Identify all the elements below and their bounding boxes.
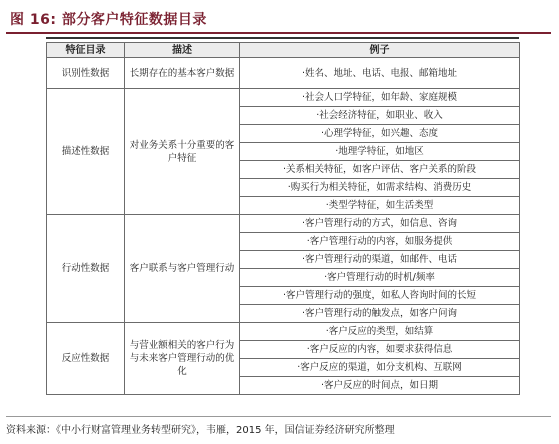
header-examples: 例子 [240,43,520,58]
table-row [47,323,520,341]
table-row [47,58,520,89]
group-description: 对业务关系十分重要的客户特征 [125,89,240,215]
example-cell: ·客户管理行动的方式，如信息、咨询 [240,215,520,233]
example-cell: ·社会人口学特征，如年龄、家庭规模 [240,89,520,107]
source-note: 资料来源：《中小行财富管理业务转型研究》，韦雁，2015 年，国信证券经济研究所整理 [6,416,551,436]
example-cell: ·客户反应的类型，如结算 [240,323,520,341]
group-name: 描述性数据 [47,89,125,215]
example-cell: ·客户管理行动的强度，如私人咨询时间的长短 [240,287,520,305]
group-name: 反应性数据 [47,323,125,395]
example-cell: ·类型学特征，如生活类型 [240,197,520,215]
table-row [47,89,520,107]
example-cell: ·客户反应的时间点，如日期 [240,377,520,395]
group-description: 与营业额相关的客户行为与未来客户管理行动的优化 [125,323,240,395]
header-feature-catalog: 特征目录 [47,43,125,58]
table-header-row [47,43,520,58]
example-cell: ·社会经济特征，如职业、收入 [240,107,520,125]
example-cell: ·客户管理行动的时机/频率 [240,269,520,287]
example-cell: ·地理学特征，如地区 [240,143,520,161]
example-cell: ·客户反应的内容，如要求获得信息 [240,341,520,359]
example-cell: ·心理学特征，如兴趣、态度 [240,125,520,143]
group-description: 长期存在的基本客户数据 [125,58,240,89]
customer-feature-table [46,42,520,395]
example-cell: ·购买行为相关特征，如需求结构、消费历史 [240,179,520,197]
figure-title-bar [6,6,551,34]
example-cell: ·姓名、地址、电话、电报、邮箱地址 [240,58,520,89]
example-cell: ·客户管理行动的渠道，如邮件、电话 [240,251,520,269]
table-top-rule [46,37,519,39]
example-cell: ·客户管理行动的触发点，如客户问询 [240,305,520,323]
example-cell: ·客户反应的渠道，如分支机构、互联网 [240,359,520,377]
table-row [47,215,520,233]
figure-title: 图 16: 部分客户特征数据目录 [10,12,207,28]
example-cell: ·客户管理行动的内容，如服务提供 [240,233,520,251]
group-name: 识别性数据 [47,58,125,89]
example-cell: ·关系相关特征，如客户评估、客户关系的阶段 [240,161,520,179]
group-description: 客户联系与客户管理行动 [125,215,240,323]
group-name: 行动性数据 [47,215,125,323]
header-description: 描述 [125,43,240,58]
